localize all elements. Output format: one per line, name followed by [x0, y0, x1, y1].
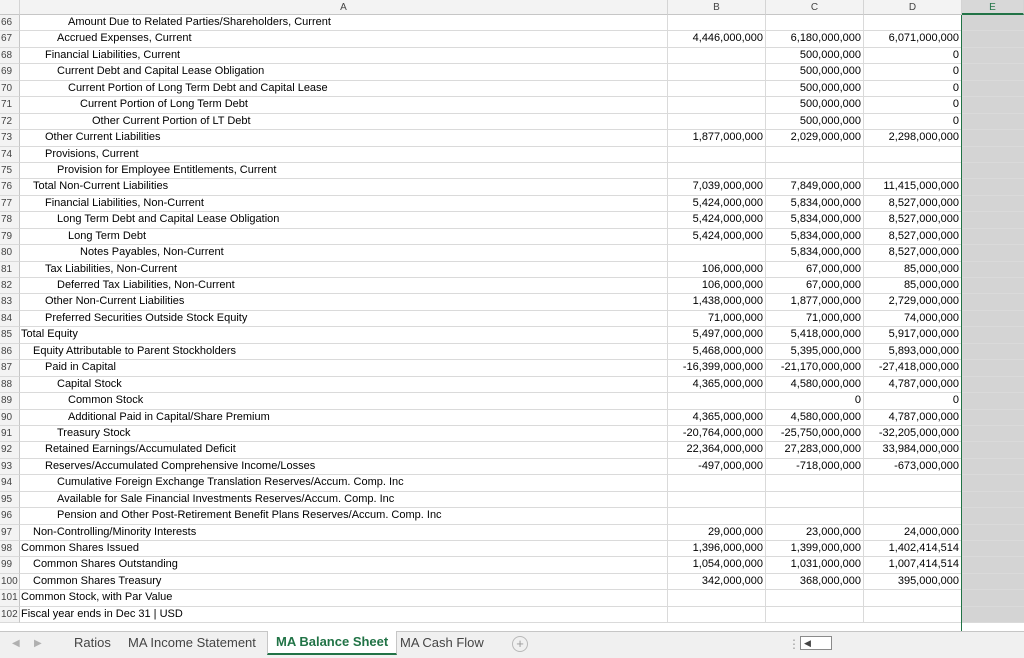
cell-value-d[interactable]: 6,071,000,000	[864, 31, 962, 47]
cell-value-c[interactable]	[766, 607, 864, 623]
cell-value-d[interactable]: 74,000,000	[864, 311, 962, 327]
cell-empty-e[interactable]	[962, 147, 1024, 163]
cell-value-b[interactable]	[668, 245, 766, 261]
cell-value-c[interactable]: 71,000,000	[766, 311, 864, 327]
row-number[interactable]: 102	[0, 607, 20, 623]
split-handle-icon[interactable]: ⋮	[788, 637, 799, 651]
cell-empty-e[interactable]	[962, 525, 1024, 541]
cell-value-d[interactable]	[864, 475, 962, 491]
cell-value-b[interactable]: 1,054,000,000	[668, 557, 766, 573]
table-row	[0, 492, 1024, 508]
cell-value-d[interactable]	[864, 147, 962, 163]
cell-empty-e[interactable]	[962, 426, 1024, 442]
cell-label[interactable]: Common Shares Issued	[20, 541, 668, 557]
cell-value-c[interactable]: 1,031,000,000	[766, 557, 864, 573]
cell-empty-e[interactable]	[962, 212, 1024, 228]
cell-empty-e[interactable]	[962, 196, 1024, 212]
cell-empty-e[interactable]	[962, 48, 1024, 64]
cell-value-c[interactable]: 27,283,000,000	[766, 442, 864, 458]
cell-value-d[interactable]: 5,893,000,000	[864, 344, 962, 360]
table-row	[0, 48, 1024, 64]
row-number[interactable]: 66	[0, 15, 20, 31]
cell-value-c[interactable]	[766, 492, 864, 508]
row-number[interactable]: 79	[0, 229, 20, 245]
cell-value-d[interactable]: 2,298,000,000	[864, 130, 962, 146]
cell-value-c[interactable]: 67,000,000	[766, 262, 864, 278]
cell-label[interactable]: Common Shares Treasury	[20, 574, 668, 590]
cell-value-c[interactable]	[766, 15, 864, 31]
cell-value-d[interactable]: 4,787,000,000	[864, 410, 962, 426]
row-number[interactable]: 100	[0, 574, 20, 590]
cell-label[interactable]: Available for Sale Financial Investments Reserves/Accum. Comp. Inc	[20, 492, 668, 508]
table-row	[0, 327, 1024, 343]
cell-value-b[interactable]: 71,000,000	[668, 311, 766, 327]
cell-value-c[interactable]: 7,849,000,000	[766, 179, 864, 195]
cell-value-d[interactable]: 0	[864, 48, 962, 64]
cell-value-d[interactable]: 85,000,000	[864, 278, 962, 294]
row-number[interactable]: 67	[0, 31, 20, 47]
cell-label[interactable]: Cumulative Foreign Exchange Translation Reserves/Accum. Comp. Inc	[20, 475, 668, 491]
cell-empty-e[interactable]	[962, 459, 1024, 475]
table-row	[0, 294, 1024, 310]
table-row	[0, 557, 1024, 573]
plus-circle-icon[interactable]: +	[512, 636, 528, 652]
cell-value-b[interactable]	[668, 590, 766, 606]
cell-value-b[interactable]: 1,438,000,000	[668, 294, 766, 310]
cell-value-c[interactable]: 5,395,000,000	[766, 344, 864, 360]
cell-empty-e[interactable]	[962, 130, 1024, 146]
cell-value-d[interactable]: 1,007,414,514	[864, 557, 962, 573]
cell-label[interactable]: Other Current Liabilities	[20, 130, 668, 146]
row-number[interactable]: 96	[0, 508, 20, 524]
table-row	[0, 130, 1024, 146]
cell-value-c[interactable]: 500,000,000	[766, 114, 864, 130]
cell-value-b[interactable]	[668, 97, 766, 113]
cell-value-c[interactable]: 0	[766, 393, 864, 409]
row-number[interactable]: 85	[0, 327, 20, 343]
cell-value-d[interactable]: 8,527,000,000	[864, 245, 962, 261]
cell-label[interactable]: Current Debt and Capital Lease Obligation	[20, 64, 668, 80]
cell-label[interactable]: Preferred Securities Outside Stock Equity	[20, 311, 668, 327]
cell-empty-e[interactable]	[962, 278, 1024, 294]
cell-value-b[interactable]: 5,424,000,000	[668, 196, 766, 212]
cell-empty-e[interactable]	[962, 557, 1024, 573]
cell-empty-e[interactable]	[962, 97, 1024, 113]
table-row	[0, 508, 1024, 524]
cell-value-d[interactable]: 8,527,000,000	[864, 212, 962, 228]
table-row	[0, 410, 1024, 426]
cell-label[interactable]: Common Stock, with Par Value	[20, 590, 668, 606]
cell-value-b[interactable]	[668, 163, 766, 179]
selection-border	[961, 15, 962, 631]
cell-value-d[interactable]: -32,205,000,000	[864, 426, 962, 442]
cell-value-c[interactable]: 500,000,000	[766, 48, 864, 64]
cell-value-d[interactable]: 395,000,000	[864, 574, 962, 590]
cell-value-d[interactable]: 24,000,000	[864, 525, 962, 541]
cell-value-d[interactable]: 33,984,000,000	[864, 442, 962, 458]
tab-ma-income-statement[interactable]: MA Income Statement	[128, 635, 256, 650]
column-header-e[interactable]: E	[962, 0, 1024, 15]
table-row	[0, 459, 1024, 475]
table-row	[0, 426, 1024, 442]
cell-label[interactable]: Provisions, Current	[20, 147, 668, 163]
cell-value-b[interactable]: 29,000,000	[668, 525, 766, 541]
cell-empty-e[interactable]	[962, 410, 1024, 426]
cell-value-c[interactable]: 23,000,000	[766, 525, 864, 541]
cell-value-c[interactable]: 500,000,000	[766, 64, 864, 80]
table-row	[0, 245, 1024, 261]
cell-label[interactable]: Total Equity	[20, 327, 668, 343]
tab-ma-cash-flow[interactable]: MA Cash Flow	[400, 635, 484, 650]
cell-empty-e[interactable]	[962, 163, 1024, 179]
cell-label[interactable]: Treasury Stock	[20, 426, 668, 442]
cell-label[interactable]: Capital Stock	[20, 377, 668, 393]
cell-label[interactable]: Current Portion of Long Term Debt	[20, 97, 668, 113]
cell-label[interactable]: Deferred Tax Liabilities, Non-Current	[20, 278, 668, 294]
table-row	[0, 196, 1024, 212]
cell-value-c[interactable]: 4,580,000,000	[766, 410, 864, 426]
column-header-bar	[0, 0, 1024, 15]
cell-label[interactable]: Financial Liabilities, Current	[20, 48, 668, 64]
table-row	[0, 179, 1024, 195]
cell-value-b[interactable]: 22,364,000,000	[668, 442, 766, 458]
cell-label[interactable]: Provision for Employee Entitlements, Current	[20, 163, 668, 179]
cell-empty-e[interactable]	[962, 377, 1024, 393]
table-row	[0, 64, 1024, 80]
cell-value-d[interactable]: 11,415,000,000	[864, 179, 962, 195]
row-number[interactable]: 95	[0, 492, 20, 508]
row-number[interactable]: 83	[0, 294, 20, 310]
cell-value-d[interactable]	[864, 163, 962, 179]
cell-value-d[interactable]: 2,729,000,000	[864, 294, 962, 310]
cell-empty-e[interactable]	[962, 262, 1024, 278]
table-row	[0, 15, 1024, 31]
cell-value-d[interactable]: 0	[864, 81, 962, 97]
row-number[interactable]: 80	[0, 245, 20, 261]
table-row	[0, 81, 1024, 97]
cell-empty-e[interactable]	[962, 81, 1024, 97]
cell-value-b[interactable]: 5,424,000,000	[668, 229, 766, 245]
cell-label[interactable]: Common Shares Outstanding	[20, 557, 668, 573]
cell-value-b[interactable]	[668, 48, 766, 64]
cell-value-d[interactable]: 8,527,000,000	[864, 196, 962, 212]
cell-value-c[interactable]: 1,877,000,000	[766, 294, 864, 310]
cell-label[interactable]: Fiscal year ends in Dec 31 | USD	[20, 607, 668, 623]
table-row	[0, 97, 1024, 113]
cell-label[interactable]: Paid in Capital	[20, 360, 668, 376]
cell-value-d[interactable]	[864, 607, 962, 623]
row-number[interactable]: 101	[0, 590, 20, 606]
row-number[interactable]: 72	[0, 114, 20, 130]
cell-empty-e[interactable]	[962, 344, 1024, 360]
select-all-corner[interactable]	[0, 0, 20, 15]
cell-value-d[interactable]: 0	[864, 114, 962, 130]
cell-value-c[interactable]: 67,000,000	[766, 278, 864, 294]
cell-value-d[interactable]	[864, 15, 962, 31]
cell-label[interactable]: Common Stock	[20, 393, 668, 409]
row-number[interactable]: 76	[0, 179, 20, 195]
column-header-c[interactable]: C	[766, 0, 864, 15]
cell-empty-e[interactable]	[962, 541, 1024, 557]
column-header-b[interactable]: B	[668, 0, 766, 15]
column-header-d[interactable]: D	[864, 0, 962, 15]
cell-value-c[interactable]	[766, 590, 864, 606]
cell-empty-e[interactable]	[962, 311, 1024, 327]
cell-empty-e[interactable]	[962, 508, 1024, 524]
row-number[interactable]: 93	[0, 459, 20, 475]
cell-value-c[interactable]: 5,834,000,000	[766, 229, 864, 245]
cell-value-d[interactable]: 1,402,414,514	[864, 541, 962, 557]
cell-empty-e[interactable]	[962, 590, 1024, 606]
row-number[interactable]: 70	[0, 81, 20, 97]
sheet-grid	[0, 15, 1024, 623]
row-number[interactable]: 77	[0, 196, 20, 212]
cell-value-c[interactable]: 5,834,000,000	[766, 245, 864, 261]
cell-value-c[interactable]: 5,418,000,000	[766, 327, 864, 343]
row-number[interactable]: 86	[0, 344, 20, 360]
cell-value-b[interactable]	[668, 492, 766, 508]
table-row	[0, 590, 1024, 606]
cell-empty-e[interactable]	[962, 574, 1024, 590]
cell-empty-e[interactable]	[962, 360, 1024, 376]
table-row	[0, 360, 1024, 376]
cell-empty-e[interactable]	[962, 475, 1024, 491]
row-number[interactable]: 87	[0, 360, 20, 376]
column-header-a[interactable]: A	[20, 0, 668, 15]
row-number[interactable]: 78	[0, 212, 20, 228]
table-row	[0, 574, 1024, 590]
row-number[interactable]: 71	[0, 97, 20, 113]
table-row	[0, 541, 1024, 557]
cell-label[interactable]: Amount Due to Related Parties/Shareholders, Current	[20, 15, 668, 31]
cell-value-b[interactable]	[668, 393, 766, 409]
cell-empty-e[interactable]	[962, 294, 1024, 310]
cell-value-c[interactable]: 1,399,000,000	[766, 541, 864, 557]
table-row	[0, 163, 1024, 179]
table-row	[0, 212, 1024, 228]
row-number[interactable]: 68	[0, 48, 20, 64]
cell-empty-e[interactable]	[962, 393, 1024, 409]
cell-empty-e[interactable]	[962, 15, 1024, 31]
cell-value-b[interactable]	[668, 114, 766, 130]
table-row	[0, 393, 1024, 409]
cell-value-d[interactable]: -673,000,000	[864, 459, 962, 475]
cell-empty-e[interactable]	[962, 492, 1024, 508]
cell-value-c[interactable]: 368,000,000	[766, 574, 864, 590]
row-number[interactable]: 89	[0, 393, 20, 409]
cell-label[interactable]: Other Current Portion of LT Debt	[20, 114, 668, 130]
chevron-left-icon[interactable]: ◀	[12, 638, 20, 649]
cell-empty-e[interactable]	[962, 64, 1024, 80]
cell-label[interactable]: Additional Paid in Capital/Share Premium	[20, 410, 668, 426]
table-row	[0, 344, 1024, 360]
cell-empty-e[interactable]	[962, 114, 1024, 130]
cell-label[interactable]: Reserves/Accumulated Comprehensive Income/Losses	[20, 459, 668, 475]
cell-value-d[interactable]	[864, 508, 962, 524]
cell-value-c[interactable]: 4,580,000,000	[766, 377, 864, 393]
cell-value-d[interactable]: 8,527,000,000	[864, 229, 962, 245]
cell-value-c[interactable]	[766, 163, 864, 179]
cell-value-b[interactable]: 106,000,000	[668, 262, 766, 278]
table-row	[0, 278, 1024, 294]
cell-empty-e[interactable]	[962, 442, 1024, 458]
chevron-right-icon[interactable]: ▶	[34, 638, 42, 649]
cell-empty-e[interactable]	[962, 229, 1024, 245]
cell-value-b[interactable]: 342,000,000	[668, 574, 766, 590]
table-row	[0, 377, 1024, 393]
cell-value-c[interactable]: 500,000,000	[766, 97, 864, 113]
cell-value-c[interactable]	[766, 475, 864, 491]
cell-value-c[interactable]: 5,834,000,000	[766, 196, 864, 212]
table-row	[0, 475, 1024, 491]
cell-value-b[interactable]	[668, 147, 766, 163]
cell-value-b[interactable]: 7,039,000,000	[668, 179, 766, 195]
cell-value-b[interactable]: 106,000,000	[668, 278, 766, 294]
row-number[interactable]: 81	[0, 262, 20, 278]
cell-value-b[interactable]	[668, 607, 766, 623]
cell-value-d[interactable]: 0	[864, 64, 962, 80]
row-number[interactable]: 99	[0, 557, 20, 573]
table-row	[0, 311, 1024, 327]
cell-value-d[interactable]: 5,917,000,000	[864, 327, 962, 343]
cell-value-b[interactable]	[668, 81, 766, 97]
cell-value-b[interactable]: 4,365,000,000	[668, 377, 766, 393]
cell-value-d[interactable]: 4,787,000,000	[864, 377, 962, 393]
row-number[interactable]: 90	[0, 410, 20, 426]
cell-label[interactable]: Pension and Other Post-Retirement Benefit Plans Reserves/Accum. Comp. Inc	[20, 508, 668, 524]
cell-label[interactable]: Long Term Debt	[20, 229, 668, 245]
cell-value-c[interactable]: 2,029,000,000	[766, 130, 864, 146]
cell-value-c[interactable]: -718,000,000	[766, 459, 864, 475]
row-number[interactable]: 91	[0, 426, 20, 442]
row-number[interactable]: 98	[0, 541, 20, 557]
cell-value-b[interactable]	[668, 475, 766, 491]
table-row	[0, 147, 1024, 163]
cell-label[interactable]: Total Non-Current Liabilities	[20, 179, 668, 195]
cell-label[interactable]: Non-Controlling/Minority Interests	[20, 525, 668, 541]
cell-value-c[interactable]: 5,834,000,000	[766, 212, 864, 228]
cell-empty-e[interactable]	[962, 245, 1024, 261]
table-row	[0, 114, 1024, 130]
row-number[interactable]: 74	[0, 147, 20, 163]
cell-label[interactable]: Financial Liabilities, Non-Current	[20, 196, 668, 212]
cell-value-b[interactable]: 5,468,000,000	[668, 344, 766, 360]
cell-label[interactable]: Long Term Debt and Capital Lease Obligation	[20, 212, 668, 228]
cell-value-b[interactable]: 1,396,000,000	[668, 541, 766, 557]
table-row	[0, 525, 1024, 541]
cell-value-b[interactable]: -497,000,000	[668, 459, 766, 475]
table-row	[0, 31, 1024, 47]
table-row	[0, 607, 1024, 623]
cell-value-b[interactable]: 4,365,000,000	[668, 410, 766, 426]
scroll-left-icon[interactable]: ◀	[804, 638, 811, 648]
tab-ma-balance-sheet[interactable]: MA Balance Sheet	[267, 631, 397, 655]
cell-value-b[interactable]: 5,497,000,000	[668, 327, 766, 343]
table-row	[0, 442, 1024, 458]
row-number[interactable]: 92	[0, 442, 20, 458]
cell-label[interactable]: Accrued Expenses, Current	[20, 31, 668, 47]
cell-value-b[interactable]: -16,399,000,000	[668, 360, 766, 376]
cell-empty-e[interactable]	[962, 31, 1024, 47]
cell-label[interactable]: Notes Payables, Non-Current	[20, 245, 668, 261]
row-number[interactable]: 88	[0, 377, 20, 393]
cell-value-c[interactable]: 500,000,000	[766, 81, 864, 97]
cell-empty-e[interactable]	[962, 179, 1024, 195]
cell-label[interactable]: Current Portion of Long Term Debt and Capital Lease	[20, 81, 668, 97]
cell-value-b[interactable]	[668, 15, 766, 31]
cell-value-c[interactable]: 6,180,000,000	[766, 31, 864, 47]
horizontal-scrollbar[interactable]	[800, 636, 832, 650]
tab-ratios[interactable]: Ratios	[74, 635, 111, 650]
row-number[interactable]: 75	[0, 163, 20, 179]
cell-value-b[interactable]	[668, 64, 766, 80]
row-number[interactable]: 82	[0, 278, 20, 294]
cell-value-b[interactable]: 4,446,000,000	[668, 31, 766, 47]
row-number[interactable]: 94	[0, 475, 20, 491]
cell-value-d[interactable]	[864, 492, 962, 508]
cell-value-d[interactable]: 85,000,000	[864, 262, 962, 278]
cell-label[interactable]: Equity Attributable to Parent Stockholders	[20, 344, 668, 360]
cell-empty-e[interactable]	[962, 607, 1024, 623]
row-number[interactable]: 97	[0, 525, 20, 541]
cell-value-b[interactable]: 1,877,000,000	[668, 130, 766, 146]
cell-empty-e[interactable]	[962, 327, 1024, 343]
cell-value-b[interactable]: -20,764,000,000	[668, 426, 766, 442]
cell-value-c[interactable]: -21,170,000,000	[766, 360, 864, 376]
cell-label[interactable]: Tax Liabilities, Non-Current	[20, 262, 668, 278]
sheet-tab-bar	[0, 631, 1024, 658]
table-row	[0, 262, 1024, 278]
table-row	[0, 229, 1024, 245]
cell-value-c[interactable]	[766, 508, 864, 524]
row-number[interactable]: 69	[0, 64, 20, 80]
row-number[interactable]: 73	[0, 130, 20, 146]
row-number[interactable]: 84	[0, 311, 20, 327]
cell-value-d[interactable]: -27,418,000,000	[864, 360, 962, 376]
cell-value-d[interactable]: 0	[864, 393, 962, 409]
cell-label[interactable]: Retained Earnings/Accumulated Deficit	[20, 442, 668, 458]
cell-label[interactable]: Other Non-Current Liabilities	[20, 294, 668, 310]
cell-value-c[interactable]: -25,750,000,000	[766, 426, 864, 442]
cell-value-b[interactable]	[668, 508, 766, 524]
cell-value-d[interactable]: 0	[864, 97, 962, 113]
cell-value-d[interactable]	[864, 590, 962, 606]
cell-value-c[interactable]	[766, 147, 864, 163]
cell-value-b[interactable]: 5,424,000,000	[668, 212, 766, 228]
